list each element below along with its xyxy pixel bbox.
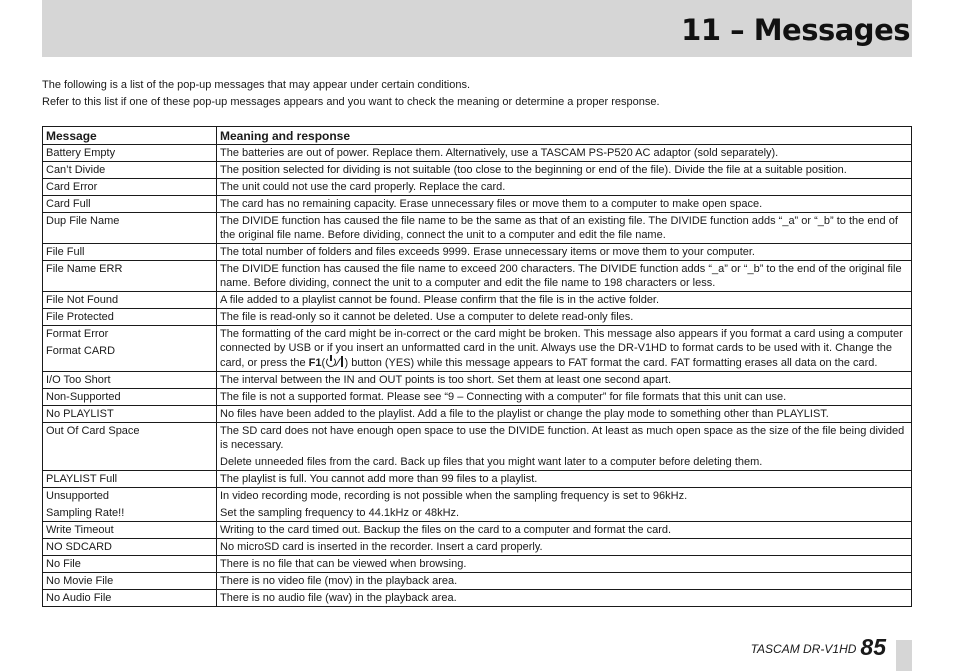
message-name: File Protected [46,311,114,323]
response-text: No files have been added to the playlist. Add a file to the playlist or change the play mode to something other than PLAYLIST. [220,408,829,420]
table-row [43,326,912,372]
page-footer [751,632,886,659]
response-text: Writing to the card timed out. Backup the files on the card to a computer and format the card. [220,524,672,536]
response-text: The file is not a supported format. Please see “9 – Connecting with a computer” for file formats that this unit can use. [220,391,787,403]
message-cell [43,179,217,196]
response-cell [217,162,912,179]
f1-key-label: F1 [308,357,322,369]
messages-table [42,126,912,607]
side-tab [896,640,912,671]
table-row [43,145,912,162]
message-name: File Full [46,246,85,258]
table-row [43,423,912,471]
response-text: The card has no remaining capacity. Erase unnecessary files or move them to a computer to make open space. [220,198,763,210]
response-text: The DIVIDE function has caused the file name to be the same as that of an existing file. The DIVIDE function adds “_a” or “_b” to the end of the original file name. Before dividing, connect the unit to a computer and edit the file name. [220,215,898,241]
response-text: The DIVIDE function has caused the file name to exceed 200 characters. The DIVIDE function adds “_a” or “_b” to the end of the original file name. Before dividing, connect the unit to a computer and edit the file name to 198 characters or less. [220,263,902,289]
message-name: Out Of Card Space [46,425,140,437]
response-cell [217,488,912,522]
response-cell [217,196,912,213]
message-name: PLAYLIST Full [46,473,118,485]
message-name: Battery Empty [46,147,116,159]
table-row [43,292,912,309]
intro-line-2: Refer to this list if one of these pop-up messages appears and you want to check the meaning or determine a proper response. [42,96,660,108]
table-row [43,539,912,556]
page-number: 85 [860,634,886,660]
message-cell [43,406,217,423]
message-name: Non-Supported [46,391,121,403]
message-cell [43,423,217,471]
table-header-row [43,127,912,145]
table-body [43,145,912,607]
response-cell [217,556,912,573]
response-cell [217,423,912,471]
table-row [43,573,912,590]
response-text: The SD card does not have enough open space to use the DIVIDE function. At least as much open space as the size of the file being divided is necessary. [220,425,905,451]
table-row [43,162,912,179]
response-cell [217,309,912,326]
response-text: In video recording mode, recording is not possible when the sampling frequency is set to 96kHz. [220,490,688,502]
table-row [43,590,912,607]
response-text: button (YES) while this message appears to FAT format the card. FAT formatting erases all data on the card. [348,357,878,369]
message-cell [43,213,217,244]
response-text: The playlist is full. You cannot add more than 99 files to a playlist. [220,473,538,485]
message-name: Dup File Name [46,215,120,227]
stop-bar-icon [341,356,343,367]
response-cell [217,261,912,292]
response-cell [217,573,912,590]
message-cell [43,326,217,372]
message-name: File Not Found [46,294,119,306]
response-text: There is no video file (mov) in the playback area. [220,575,458,587]
table-row [43,406,912,423]
response-text: The formatting of the card might be in-correct or the card might be broken. This message also appears if you format a card using a computer connected by USB or if you insert an unformatted card in the unit. Always use the DR-V1HD to format cards to be used with it. Change the card, or press the [220,328,903,369]
message-cell [43,372,217,389]
column-header-meaning: Meaning and response [217,127,912,145]
message-cell [43,471,217,488]
response-text: There is no audio file (wav) in the playback area. [220,592,457,604]
response-text: The batteries are out of power. Replace them. Alternatively, use a TASCAM PS-P520 AC adaptor (sold separately). [220,147,779,159]
response-cell [217,244,912,261]
response-cell [217,213,912,244]
response-cell [217,590,912,607]
response-cell [217,326,912,372]
response-text: The file is read-only so it cannot be deleted. Use a computer to delete read-only files. [220,311,634,323]
message-cell [43,539,217,556]
message-name: Sampling Rate!! [46,507,125,519]
message-cell [43,309,217,326]
chapter-title: 11 – Messages [681,13,910,47]
message-cell [43,145,217,162]
message-cell [43,162,217,179]
message-cell [43,292,217,309]
response-cell [217,292,912,309]
power-icon [326,357,336,367]
response-text: The unit could not use the card properly. Replace the card. [220,181,506,193]
response-cell [217,539,912,556]
message-cell [43,590,217,607]
message-name: Format CARD [46,345,116,357]
table-row [43,261,912,292]
table-row [43,213,912,244]
message-name: Unsupported [46,490,109,502]
response-text: The total number of folders and files exceeds 9999. Erase unnecessary items or move them to your computer. [220,246,755,258]
table-row [43,196,912,213]
message-name: No PLAYLIST [46,408,114,420]
column-header-message: Message [43,127,217,145]
message-name: No Movie File [46,575,114,587]
message-cell [43,261,217,292]
response-cell [217,389,912,406]
message-cell [43,196,217,213]
message-name: Card Full [46,198,91,210]
message-cell [43,522,217,539]
paren-open: ( [321,357,326,369]
response-text: There is no file that can be viewed when browsing. [220,558,467,570]
message-cell [43,556,217,573]
paren-close: ) [344,357,349,369]
response-text: The position selected for dividing is not suitable (too close to the beginning or end of the file). Divide the file at a suitable position. [220,164,847,176]
message-name: I/O Too Short [46,374,111,386]
slash-icon: ∕ [337,357,340,369]
table-row [43,372,912,389]
footer-brand: TASCAM DR-V1HD [750,642,857,656]
table-row [43,389,912,406]
table-row [43,556,912,573]
message-name: File Name ERR [46,263,123,275]
table-row [43,522,912,539]
message-name: Can’t Divide [46,164,106,176]
table-row [43,179,912,196]
response-cell [217,406,912,423]
message-cell [43,389,217,406]
message-cell [43,488,217,522]
response-cell [217,179,912,196]
intro-line-1: The following is a list of the pop-up messages that may appear under certain conditions. [42,79,471,91]
response-cell [217,372,912,389]
message-cell [43,573,217,590]
message-name: Format Error [46,328,109,340]
response-cell [217,522,912,539]
response-cell [217,471,912,488]
response-text: Set the sampling frequency to 44.1kHz or 48kHz. [220,507,460,519]
message-name: NO SDCARD [46,541,113,553]
table-row [43,471,912,488]
response-text: No microSD card is inserted in the recorder. Insert a card properly. [220,541,543,553]
message-name: No Audio File [46,592,112,604]
table-row [43,309,912,326]
message-cell [43,244,217,261]
table-row [43,244,912,261]
message-name: Write Timeout [46,524,114,536]
intro-text [42,77,660,111]
table-row [43,488,912,522]
response-text: A file added to a playlist cannot be found. Please confirm that the file is in the active folder. [220,294,660,306]
response-text: The interval between the IN and OUT points is too short. Set them at least one second apart. [220,374,672,386]
message-name: No File [46,558,81,570]
response-text: Delete unneeded files from the card. Back up files that you might want later to a computer before deleting them. [220,456,763,468]
message-name: Card Error [46,181,98,193]
response-cell [217,145,912,162]
